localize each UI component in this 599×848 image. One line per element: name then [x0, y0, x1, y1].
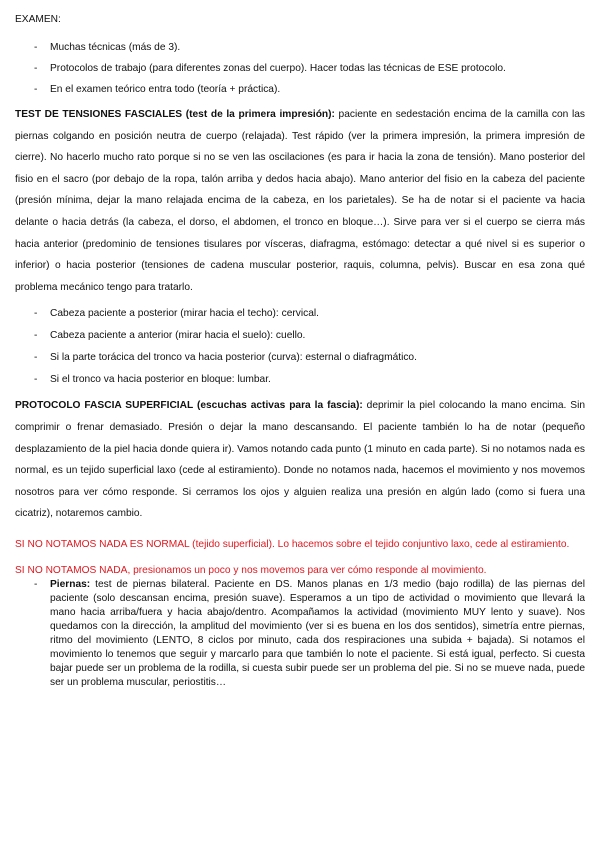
exam-heading: EXAMEN:: [15, 14, 61, 25]
legs-label: Piernas:: [50, 578, 91, 590]
list-item: - Muchas técnicas (más de 3).: [15, 41, 585, 55]
list-item: - En el examen teórico entra todo (teoría + práctica).: [15, 83, 585, 97]
list-item: - Si el tronco va hacia posterior en bloque: lumbar.: [15, 373, 585, 387]
legs-list: [15, 578, 585, 690]
list-item: - Cabeza paciente a posterior (mirar hacia el techo): cervical.: [15, 307, 585, 321]
list-item: - Si la parte torácica del tronco va hacia posterior (curva): esternal o diafragmático.: [15, 351, 585, 365]
tension-test-title: TEST DE TENSIONES FASCIALES (test de la primera impresión):: [15, 109, 335, 120]
tension-test-paragraph: [15, 104, 585, 298]
list-item: - Cabeza paciente a anterior (mirar hacia el suelo): cuello.: [15, 329, 585, 343]
red-note-normal: SI NO NOTAMOS NADA ES NORMAL (tejido superficial). Lo hacemos sobre el tejido conjuntivo laxo, cede al estiramiento.: [15, 538, 570, 550]
legs-body: test de piernas bilateral. Paciente en DS. Manos planas en 1/3 medio (bajo rodilla) de las piernas del paciente (solo descansan encima, presión suave). Esperamos a un tipo de actividad o movimiento que llevará la mano hacia arriba/fuera y hacia abajo/dentro. Acompañamos la actividad (movimiento MUY lento y suave). Nos quedamos con la dirección, la amplitud del movimiento (ver si es buena en los dos sentidos), simetría entre piernas, ritmo del movimiento (LENTO, 8 ciclos por minuto, cada dos respiraciones una subida + bajada). Si notamos el movimiento lo tenemos que seguir y marcarlo para que también lo note el paciente. Si está igual, perfecto. Si cuesta bajar puede ser un problema de la rodilla, si cuesta subir puede ser un problema del pie. Si no se mueve nada, puede ser un problema muscular, periostitis…: [50, 578, 585, 688]
superficial-protocol-title: PROTOCOLO FASCIA SUPERFICIAL (escuchas activas para la fascia):: [15, 400, 363, 412]
red-note-press: SI NO NOTAMOS NADA, presionamos un poco y nos movemos para ver cómo responde al movimiento.: [15, 564, 487, 576]
tension-test-body: paciente en sedestación encima de la camilla con las piernas colgando en posición neutra de cuerpo (relajada). Test rápido (ver la primera impresión, la primera impresión de cierre). No hacerlo mucho rato porque si no se ven las oscilaciones (es para ir hacia la zona de tensión). Mano posterior del fisio en el sacro (por debajo de la ropa, talón arriba y dedos hacia abajo). Mano anterior del fisio en la cabeza del paciente (presión mínima, dejar la mano relajada encima de la cabeza, en los parietales). Se ha de notar si el paciente va hacia delante o hacia detrás (la cabeza, el dorso, el abdomen, el tronco en bloque…). Sirve para ver si el cuerpo se cierra más hacia anterior (predominio de tensiones tisulares por vísceras, diafragma, estómago: detectar a qué nivel si es superior o inferior) o hacia posterior (tensiones de cadena muscular posterior, raquis, columna, pelvis). Buscar en esa zona qué problema mecánico tengo para tratarlo.: [15, 109, 585, 293]
exam-list: [15, 41, 585, 97]
superficial-protocol-paragraph: [15, 395, 585, 525]
superficial-protocol-body: deprimir la piel colocando la mano encima. Sin comprimir o frenar demasiado. Presión o dejar la mano descansando. El paciente también lo ha de notar (pequeño desplazamiento de la piel hacia donde quiera ir). Vamos notando cada punto (1 minuto en cada parte). Si no notamos nada es normal, es un tejido superficial laxo (cede al estiramiento). Donde no notamos nada, hacemos el movimiento y nos movemos nosotros para ver cómo responde. Si cerramos los ojos y alguien realiza una presión en algún lado (como si fuera una cicatriz), notaremos cambio.: [15, 400, 585, 520]
list-item: - Protocolos de trabajo (para diferentes zonas del cuerpo). Hacer todas las técnicas de ESE protocolo.: [15, 62, 585, 76]
list-item-legs: [15, 578, 585, 690]
tension-test-list: [15, 307, 585, 387]
